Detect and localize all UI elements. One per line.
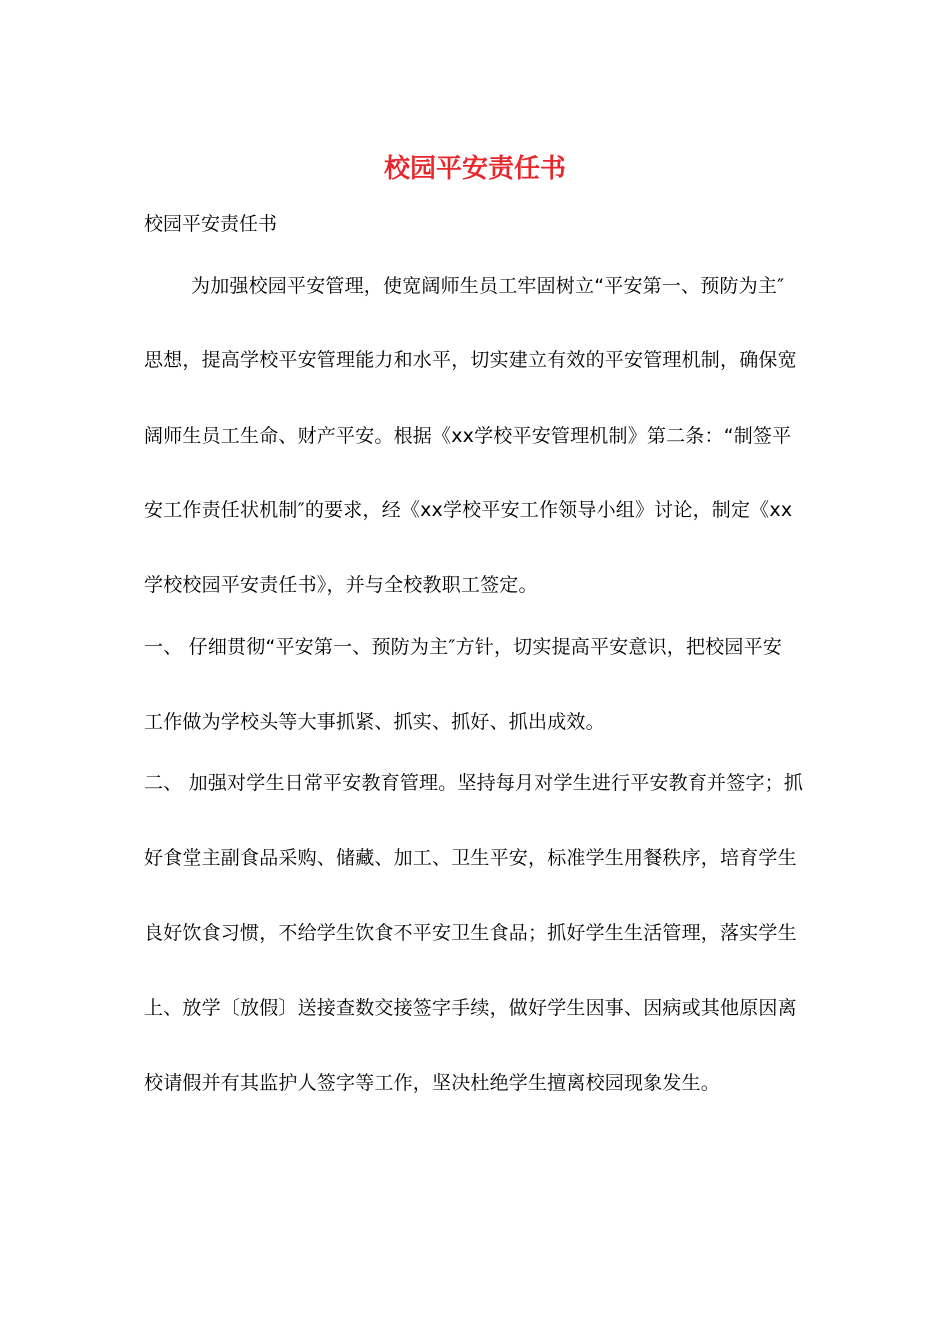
paragraph-line: 校请假并有其监护人签字等工作，坚决杜绝学生擅离校园现象发生。 xyxy=(144,1072,721,1094)
paragraph-line: 阔师生员工生命、财产平安。根据《xx学校平安管理机制》第二条：“制签平 xyxy=(144,425,792,447)
paragraph-line: 好食堂主副食品采购、储藏、加工、卫生平安，标准学生用餐秩序，培育学生 xyxy=(144,847,797,869)
paragraph-line: 二、 加强对学生日常平安教育管理。坚持每月对学生进行平安教育并签字；抓 xyxy=(144,772,804,794)
paragraph-line: 工作做为学校头等大事抓紧、抓实、抓好、抓出成效。 xyxy=(144,711,605,733)
paragraph-line: 学校校园平安责任书》，并与全校教职工签定。 xyxy=(144,574,538,596)
paragraph-line: 上、放学〔放假〕送接查数交接签字手续，做好学生因事、因病或其他原因离 xyxy=(144,997,797,1019)
document-subtitle: 校园平安责任书 xyxy=(144,213,278,235)
paragraph-line: 为加强校园平安管理，使宽阔师生员工牢固树立“平安第一、预防为主″ xyxy=(191,275,785,297)
paragraph-line: 安工作责任状机制″的要求，经《xx学校平安工作领导小组》讨论，制定《xx xyxy=(144,499,793,521)
paragraph-line: 一、 仔细贯彻“平安第一、预防为主″方针，切实提高平安意识，把校园平安 xyxy=(144,636,782,658)
paragraph-line: 良好饮食习惯，不给学生饮食不平安卫生食品；抓好学生生活管理，落实学生 xyxy=(144,922,797,944)
paragraph-line: 思想，提高学校平安管理能力和水平，切实建立有效的平安管理机制，确保宽 xyxy=(144,349,797,371)
document-title: 校园平安责任书 xyxy=(383,154,566,184)
